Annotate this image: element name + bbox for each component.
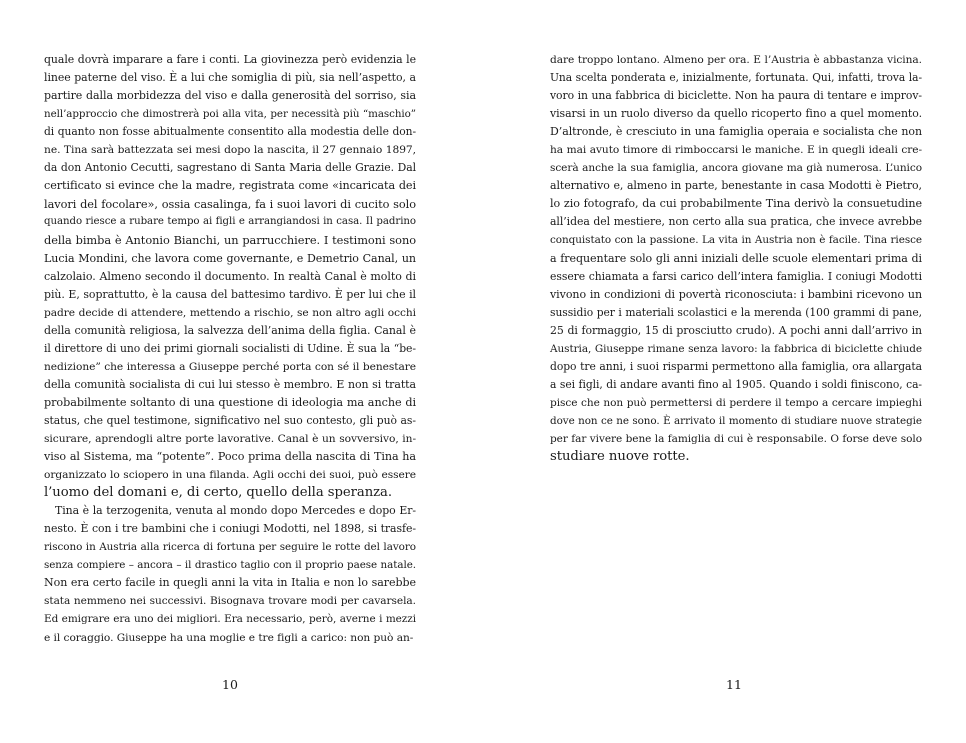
right-page (550, 51, 922, 466)
text-line: ne. Tina sarà battezzata sei mesi dopo la nascita, il 27 gennaio 1897, (44, 143, 416, 157)
text-line: visarsi in un ruolo diverso da quello ricoperto fino a quel momento. (550, 107, 922, 121)
text-line: vivono in condizioni di povertà riconosciuta: i bambini ricevono un (550, 287, 922, 301)
text-line: D’altronde, è cresciuto in una famiglia operaia e socialista che non (550, 125, 922, 139)
text-line: a sei figli, di andare avanti fino al 1905. Quando i soldi finiscono, ca- (550, 377, 922, 391)
text-line: stata nemmeno nei successivi. Bisognava trovare modi per cavarsela. (44, 595, 416, 608)
text-line: della bimba è Antonio Bianchi, un parrucchiere. I testimoni sono (44, 233, 416, 248)
text-line: alternativo e, almeno in parte, benestante in casa Modotti è Pietro, (550, 179, 922, 193)
text-line: quando riesce a rubare tempo ai figli e arrangiandosi in casa. Il padrino (44, 216, 416, 228)
text-line: sicurare, aprendogli altre porte lavorative. Canal è un sovversivo, in- (44, 431, 416, 445)
text-line: voro in una fabbrica di biciclette. Non ha paura di tentare e improv- (550, 89, 922, 103)
text-line: organizzato lo sciopero in una filanda. Agli occhi dei suoi, può essere (44, 468, 416, 482)
text-line: per far vivere bene la famiglia di cui è responsabile. O forse deve solo (550, 432, 922, 445)
left-page (44, 51, 416, 647)
text-line: sussidio per i materiali scolastici e la merenda (100 grammi di pane, (550, 305, 922, 319)
text-line: l’uomo del domani e, di certo, quello della speranza. (44, 485, 393, 501)
text-line: ha mai avuto timore di rimboccarsi le maniche. E in quegli ideali cre- (550, 144, 922, 157)
text-line: Tina è la terzogenita, venuta al mondo dopo Mercedes e dopo Er- (55, 504, 416, 518)
text-line: conquistato con la passione. La vita in Austria non è facile. Tina riesce (550, 234, 922, 247)
paragraph (44, 502, 416, 646)
text-line: da don Antonio Cecutti, sagrestano di Santa Maria delle Grazie. Dal (44, 161, 416, 175)
text-line: dopo tre anni, i suoi risparmi permettono alla famiglia, ora allargata (550, 359, 922, 373)
text-line: Una scelta ponderata e, inizialmente, fortunata. Qui, infatti, trova la- (550, 71, 922, 85)
text-line: pisce che non può permettersi di perdere il tempo a cercare impieghi (550, 396, 922, 409)
text-line: partire dalla morbidezza del viso e dalla generosità del sorriso, sia (44, 89, 416, 103)
text-line: della comunità socialista di cui lui stesso è membro. E non si tratta (44, 377, 416, 391)
text-line: scerà anche la sua famiglia, ancora giovane ma già numerosa. L’unico (550, 162, 922, 175)
text-line: nesto. È con i tre bambini che i coniugi Modotti, nel 1898, si trasfe- (44, 522, 416, 536)
text-line: status, che quel testimone, significativo nel suo contesto, gli può as- (44, 413, 416, 427)
text-line: Ed emigrare era uno dei migliori. Era necessario, però, averne i mezzi (44, 613, 416, 626)
text-line: nell’approccio che dimostrerà poi alla vita, per necessità più “maschio” (44, 108, 416, 121)
text-line: all’idea del mestiere, non certo alla sua pratica, che invece avrebbe (550, 215, 922, 229)
text-line: senza compiere – ancora – il drastico taglio con il proprio paese natale. (44, 559, 416, 572)
text-line: studiare nuove rotte. (550, 449, 690, 465)
text-line: quale dovrà imparare a fare i conti. La giovinezza però evidenzia le (44, 53, 416, 66)
text-line: Lucia Mondini, che lavora come governante, e Demetrio Canal, un (44, 251, 416, 265)
text-line: essere chiamata a farsi carico dell’intera famiglia. I coniugi Modotti (550, 269, 922, 283)
text-line: riscono in Austria alla ricerca di fortuna per seguire le rotte del lavoro (44, 541, 416, 554)
text-line: dare troppo lontano. Almeno per ora. E l’Austria è abbastanza vicina. (550, 54, 922, 66)
paragraph (550, 51, 922, 466)
text-line: più. E, soprattutto, è la causa del battesimo tardivo. È per lui che il (44, 287, 416, 301)
paragraph (44, 51, 416, 502)
page-number-left: 10 (222, 677, 238, 692)
text-line: calzolaio. Almeno secondo il documento. In realtà Canal è molto di (44, 269, 416, 283)
text-line: nedizione” che interessa a Giuseppe perché porta con sé il benestare (44, 359, 416, 373)
text-line: Austria, Giuseppe rimane senza lavoro: la fabbrica di biciclette chiude (550, 342, 922, 355)
page-number-right: 11 (726, 677, 742, 692)
text-line: probabilmente soltanto di una questione di ideologia ma anche di (44, 395, 416, 409)
text-line: padre decide di attendere, mettendo a rischio, se non altro agli occhi (44, 305, 416, 319)
text-line: viso al Sistema, ma “potente”. Poco prima della nascita di Tina ha (44, 450, 416, 464)
text-line: lavori del focolare», ossia casalinga, fa i suoi lavori di cucito solo (44, 197, 416, 212)
text-line: a frequentare solo gli anni iniziali delle scuole elementari prima di (550, 251, 922, 265)
text-line: il direttore di uno dei primi giornali socialisti di Udine. È sua la “be- (44, 341, 416, 355)
text-line: della comunità religiosa, la salvezza dell’anima della figlia. Canal è (44, 323, 416, 337)
text-line: dove non ce ne sono. È arrivato il momento di studiare nuove strategie (550, 414, 922, 427)
text-line: certificato si evince che la madre, registrata come «incaricata dei (44, 179, 416, 193)
text-line: e il coraggio. Giuseppe ha una moglie e tre figli a carico: non può an- (44, 630, 414, 644)
text-line: linee paterne del viso. È a lui che somiglia di più, sia nell’aspetto, a (44, 71, 416, 85)
text-line: lo zio fotografo, da cui probabilmente Tina derivò la consuetudine (550, 197, 922, 211)
text-line: Non era certo facile in quegli anni la vita in Italia e non lo sarebbe (44, 576, 416, 590)
text-line: 25 di formaggio, 15 di prosciutto crudo). A pochi anni dall’arrivo in (550, 323, 922, 337)
text-line: di quanto non fosse abitualmente consentito alla modestia delle don- (44, 125, 416, 139)
